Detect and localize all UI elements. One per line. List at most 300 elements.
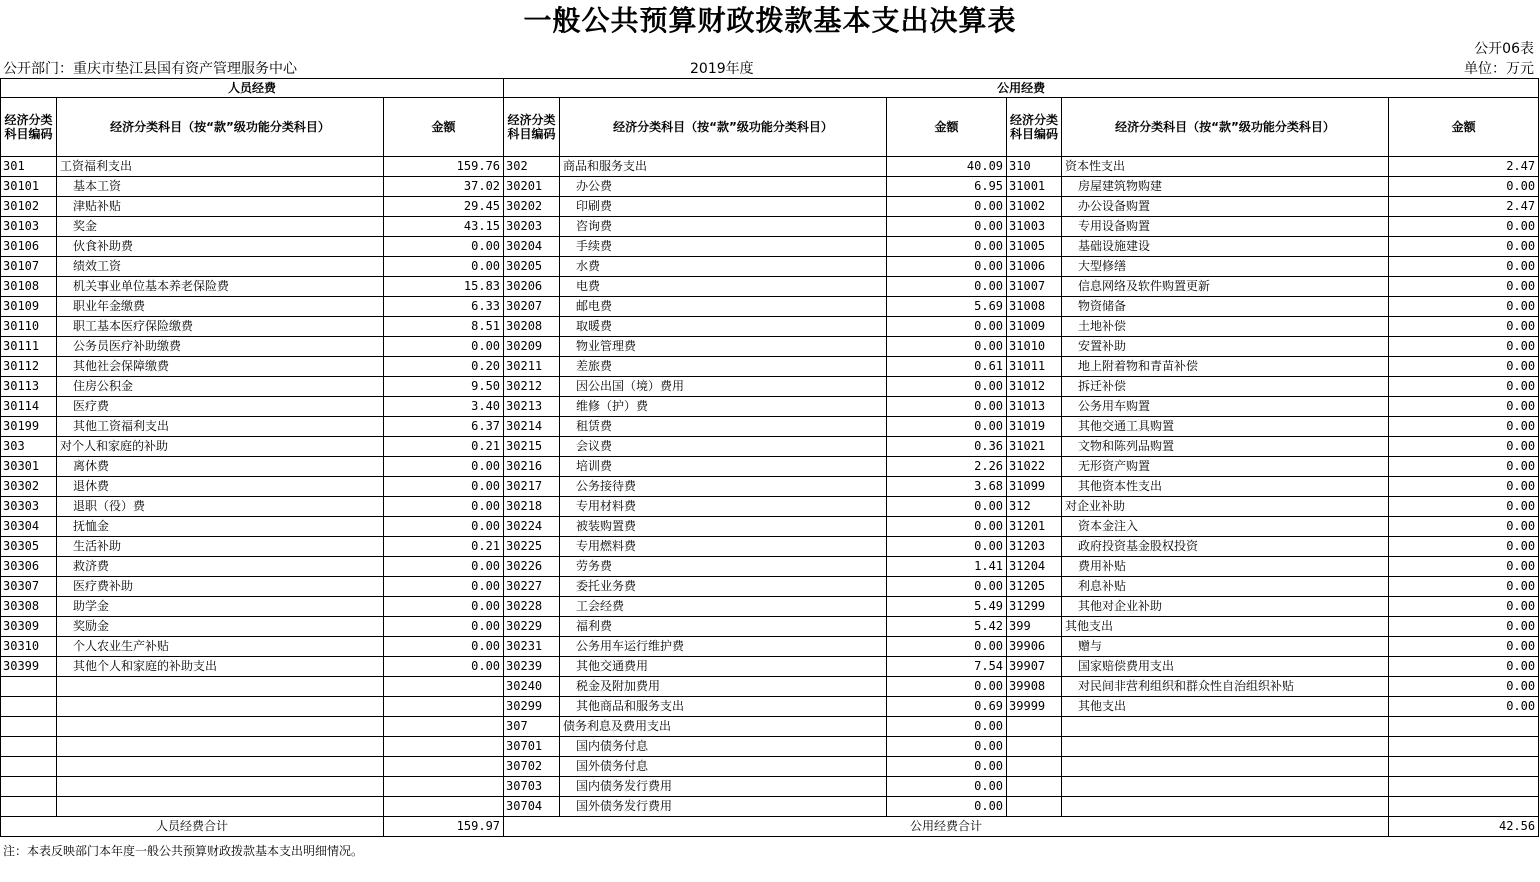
cell-name: 邮电费 bbox=[560, 297, 887, 317]
table-row bbox=[1, 177, 1539, 197]
cell-amount bbox=[384, 777, 504, 797]
cell-name bbox=[57, 777, 384, 797]
cell-name: 基础设施建设 bbox=[1062, 237, 1389, 257]
cell-name: 伙食补助费 bbox=[57, 237, 384, 257]
cell-code: 30204 bbox=[504, 237, 560, 257]
cell-amount: 6.37 bbox=[384, 417, 504, 437]
cell-name: 其他工资福利支出 bbox=[57, 417, 384, 437]
cell-name: 退休费 bbox=[57, 477, 384, 497]
cell-code: 31005 bbox=[1007, 237, 1062, 257]
table-row bbox=[1, 437, 1539, 457]
cell-name: 维修（护）费 bbox=[560, 397, 887, 417]
cell-amount: 0.00 bbox=[384, 557, 504, 577]
cell-name: 离休费 bbox=[57, 457, 384, 477]
table-row bbox=[1, 377, 1539, 397]
cell-amount: 43.15 bbox=[384, 217, 504, 237]
cell-amount bbox=[384, 697, 504, 717]
cell-amount: 0.00 bbox=[1389, 637, 1539, 657]
cell-name: 其他社会保障缴费 bbox=[57, 357, 384, 377]
cell-code: 39999 bbox=[1007, 697, 1062, 717]
cell-amount: 0.69 bbox=[887, 697, 1007, 717]
group-header-public: 公用经费 bbox=[504, 79, 1539, 98]
cell-name: 取暖费 bbox=[560, 317, 887, 337]
cell-amount: 5.42 bbox=[887, 617, 1007, 637]
cell-amount: 0.00 bbox=[887, 737, 1007, 757]
cell-amount: 0.00 bbox=[887, 237, 1007, 257]
cell-name: 费用补贴 bbox=[1062, 557, 1389, 577]
cell-name bbox=[57, 677, 384, 697]
cell-amount: 0.00 bbox=[1389, 377, 1539, 397]
cell-amount: 15.83 bbox=[384, 277, 504, 297]
cell-amount: 2.47 bbox=[1389, 197, 1539, 217]
cell-code: 30211 bbox=[504, 357, 560, 377]
year-label: 2019年度 bbox=[690, 61, 754, 77]
cell-code: 30310 bbox=[1, 637, 57, 657]
cell-code: 30101 bbox=[1, 177, 57, 197]
cell-amount: 0.00 bbox=[887, 717, 1007, 737]
cell-code: 30102 bbox=[1, 197, 57, 217]
cell-name: 退职（役）费 bbox=[57, 497, 384, 517]
cell-amount: 0.00 bbox=[887, 677, 1007, 697]
cell-code bbox=[1, 697, 57, 717]
cell-code: 399 bbox=[1007, 617, 1062, 637]
cell-code: 30213 bbox=[504, 397, 560, 417]
personnel-total-amount: 159.97 bbox=[384, 817, 504, 837]
cell-name: 政府投资基金股权投资 bbox=[1062, 537, 1389, 557]
cell-code: 30701 bbox=[504, 737, 560, 757]
cell-name: 专用燃料费 bbox=[560, 537, 887, 557]
cell-amount: 0.00 bbox=[1389, 317, 1539, 337]
cell-code: 30218 bbox=[504, 497, 560, 517]
cell-code: 39908 bbox=[1007, 677, 1062, 697]
cell-amount: 0.00 bbox=[384, 657, 504, 677]
table-row bbox=[1, 737, 1539, 757]
cell-code: 31012 bbox=[1007, 377, 1062, 397]
cell-amount: 0.00 bbox=[1389, 557, 1539, 577]
cell-amount: 9.50 bbox=[384, 377, 504, 397]
cell-name: 差旅费 bbox=[560, 357, 887, 377]
cell-name: 抚恤金 bbox=[57, 517, 384, 537]
cell-code bbox=[1007, 737, 1062, 757]
cell-amount: 0.20 bbox=[384, 357, 504, 377]
cell-name: 公务接待费 bbox=[560, 477, 887, 497]
cell-name: 对企业补助 bbox=[1062, 497, 1389, 517]
cell-amount: 0.00 bbox=[1389, 577, 1539, 597]
cell-name: 资本金注入 bbox=[1062, 517, 1389, 537]
cell-code: 30113 bbox=[1, 377, 57, 397]
cell-code: 31001 bbox=[1007, 177, 1062, 197]
table-row bbox=[1, 617, 1539, 637]
cell-amount bbox=[1389, 777, 1539, 797]
table-row bbox=[1, 397, 1539, 417]
cell-code: 30228 bbox=[504, 597, 560, 617]
cell-code: 30212 bbox=[504, 377, 560, 397]
table-row bbox=[1, 457, 1539, 477]
cell-name: 房屋建筑物购建 bbox=[1062, 177, 1389, 197]
cell-name: 物业管理费 bbox=[560, 337, 887, 357]
cell-code bbox=[1, 737, 57, 757]
cell-code: 30114 bbox=[1, 397, 57, 417]
cell-amount bbox=[1389, 797, 1539, 817]
cell-code bbox=[1, 717, 57, 737]
cell-code: 30107 bbox=[1, 257, 57, 277]
cell-code: 30110 bbox=[1, 317, 57, 337]
col-header-code: 经济分类科目编码 bbox=[504, 98, 560, 157]
cell-code: 31011 bbox=[1007, 357, 1062, 377]
cell-amount: 0.00 bbox=[1389, 537, 1539, 557]
cell-code bbox=[1, 757, 57, 777]
cell-amount bbox=[1389, 757, 1539, 777]
cell-name: 会议费 bbox=[560, 437, 887, 457]
cell-name bbox=[57, 697, 384, 717]
col-header-amount: 金额 bbox=[1389, 98, 1539, 157]
cell-code: 30111 bbox=[1, 337, 57, 357]
cell-code: 30202 bbox=[504, 197, 560, 217]
table-row bbox=[1, 477, 1539, 497]
cell-amount: 0.00 bbox=[887, 417, 1007, 437]
cell-name: 手续费 bbox=[560, 237, 887, 257]
cell-amount bbox=[384, 717, 504, 737]
cell-amount: 0.00 bbox=[1389, 497, 1539, 517]
cell-code: 30309 bbox=[1, 617, 57, 637]
cell-code: 310 bbox=[1007, 157, 1062, 177]
cell-name: 其他交通工具购置 bbox=[1062, 417, 1389, 437]
cell-code: 31205 bbox=[1007, 577, 1062, 597]
cell-name: 其他交通费用 bbox=[560, 657, 887, 677]
cell-code: 30201 bbox=[504, 177, 560, 197]
cell-amount: 0.00 bbox=[887, 257, 1007, 277]
cell-amount: 7.54 bbox=[887, 657, 1007, 677]
table-row bbox=[1, 337, 1539, 357]
cell-amount: 0.00 bbox=[384, 617, 504, 637]
cell-name: 咨询费 bbox=[560, 217, 887, 237]
cell-amount bbox=[384, 757, 504, 777]
expenditure-table bbox=[0, 78, 1539, 837]
cell-code: 30303 bbox=[1, 497, 57, 517]
cell-code: 30216 bbox=[504, 457, 560, 477]
cell-name: 地上附着物和青苗补偿 bbox=[1062, 357, 1389, 377]
cell-name: 无形资产购置 bbox=[1062, 457, 1389, 477]
cell-code bbox=[1007, 717, 1062, 737]
cell-code: 30217 bbox=[504, 477, 560, 497]
cell-code: 30207 bbox=[504, 297, 560, 317]
cell-name: 水费 bbox=[560, 257, 887, 277]
cell-name: 住房公积金 bbox=[57, 377, 384, 397]
cell-name: 津贴补贴 bbox=[57, 197, 384, 217]
cell-code bbox=[1, 677, 57, 697]
cell-code: 30306 bbox=[1, 557, 57, 577]
cell-amount: 0.00 bbox=[887, 517, 1007, 537]
cell-name bbox=[57, 717, 384, 737]
cell-code: 302 bbox=[504, 157, 560, 177]
cell-name: 信息网络及软件购置更新 bbox=[1062, 277, 1389, 297]
table-row bbox=[1, 297, 1539, 317]
cell-name: 土地补偿 bbox=[1062, 317, 1389, 337]
cell-amount: 0.00 bbox=[887, 337, 1007, 357]
department-label: 公开部门：重庆市垫江县国有资产管理服务中心 bbox=[3, 61, 297, 77]
cell-name: 福利费 bbox=[560, 617, 887, 637]
cell-code: 31021 bbox=[1007, 437, 1062, 457]
cell-name bbox=[57, 737, 384, 757]
cell-amount: 0.21 bbox=[384, 437, 504, 457]
cell-code: 30301 bbox=[1, 457, 57, 477]
cell-name: 印刷费 bbox=[560, 197, 887, 217]
cell-name: 租赁费 bbox=[560, 417, 887, 437]
cell-amount: 0.00 bbox=[1389, 697, 1539, 717]
cell-code: 30215 bbox=[504, 437, 560, 457]
cell-name: 机关事业单位基本养老保险费 bbox=[57, 277, 384, 297]
cell-code: 30305 bbox=[1, 537, 57, 557]
cell-amount: 0.00 bbox=[887, 317, 1007, 337]
table-row bbox=[1, 757, 1539, 777]
cell-amount: 0.00 bbox=[1389, 177, 1539, 197]
cell-amount: 0.00 bbox=[1389, 237, 1539, 257]
cell-code: 30112 bbox=[1, 357, 57, 377]
cell-amount: 0.00 bbox=[887, 497, 1007, 517]
cell-amount: 0.00 bbox=[887, 277, 1007, 297]
cell-name: 助学金 bbox=[57, 597, 384, 617]
cell-code: 30224 bbox=[504, 517, 560, 537]
cell-code: 31008 bbox=[1007, 297, 1062, 317]
cell-amount: 0.00 bbox=[1389, 657, 1539, 677]
table-row bbox=[1, 517, 1539, 537]
table-row bbox=[1, 637, 1539, 657]
cell-name: 公务员医疗补助缴费 bbox=[57, 337, 384, 357]
cell-amount: 0.00 bbox=[1389, 437, 1539, 457]
cell-amount: 0.00 bbox=[1389, 257, 1539, 277]
cell-amount: 0.00 bbox=[887, 397, 1007, 417]
col-header-name: 经济分类科目（按“款”级功能分类科目） bbox=[1062, 98, 1389, 157]
cell-code: 30307 bbox=[1, 577, 57, 597]
cell-amount: 0.00 bbox=[887, 577, 1007, 597]
col-header-name: 经济分类科目（按“款”级功能分类科目） bbox=[57, 98, 384, 157]
cell-amount: 0.00 bbox=[887, 797, 1007, 817]
page-title: 一般公共预算财政拨款基本支出决算表 bbox=[523, 4, 1017, 37]
cell-name: 培训费 bbox=[560, 457, 887, 477]
cell-amount: 0.00 bbox=[1389, 277, 1539, 297]
cell-name: 医疗费补助 bbox=[57, 577, 384, 597]
cell-code: 30108 bbox=[1, 277, 57, 297]
cell-code: 31201 bbox=[1007, 517, 1062, 537]
cell-amount: 0.00 bbox=[1389, 297, 1539, 317]
table-row bbox=[1, 677, 1539, 697]
table-row bbox=[1, 697, 1539, 717]
cell-name: 赠与 bbox=[1062, 637, 1389, 657]
cell-name: 个人农业生产补贴 bbox=[57, 637, 384, 657]
cell-code: 30240 bbox=[504, 677, 560, 697]
cell-name bbox=[1062, 797, 1389, 817]
cell-name: 国外债务付息 bbox=[560, 757, 887, 777]
cell-amount: 6.95 bbox=[887, 177, 1007, 197]
cell-code: 31006 bbox=[1007, 257, 1062, 277]
cell-code: 31009 bbox=[1007, 317, 1062, 337]
cell-name bbox=[57, 757, 384, 777]
cell-amount: 5.49 bbox=[887, 597, 1007, 617]
col-header-code: 经济分类科目编码 bbox=[1007, 98, 1062, 157]
table-row bbox=[1, 597, 1539, 617]
cell-name: 医疗费 bbox=[57, 397, 384, 417]
cell-amount: 29.45 bbox=[384, 197, 504, 217]
cell-name: 公务用车购置 bbox=[1062, 397, 1389, 417]
cell-code: 30103 bbox=[1, 217, 57, 237]
form-number: 公开06表 bbox=[1474, 41, 1534, 57]
cell-amount: 3.40 bbox=[384, 397, 504, 417]
table-row bbox=[1, 497, 1539, 517]
cell-amount: 3.68 bbox=[887, 477, 1007, 497]
cell-amount bbox=[384, 737, 504, 757]
cell-code: 30209 bbox=[504, 337, 560, 357]
cell-amount bbox=[384, 677, 504, 697]
cell-name: 债务利息及费用支出 bbox=[560, 717, 887, 737]
cell-amount: 0.00 bbox=[887, 637, 1007, 657]
cell-amount: 8.51 bbox=[384, 317, 504, 337]
cell-code: 30106 bbox=[1, 237, 57, 257]
table-row bbox=[1, 217, 1539, 237]
cell-name: 基本工资 bbox=[57, 177, 384, 197]
cell-name: 办公设备购置 bbox=[1062, 197, 1389, 217]
table-row bbox=[1, 277, 1539, 297]
cell-code: 307 bbox=[504, 717, 560, 737]
table-row bbox=[1, 777, 1539, 797]
table-row bbox=[1, 257, 1539, 277]
cell-name: 委托业务费 bbox=[560, 577, 887, 597]
cell-code bbox=[1007, 757, 1062, 777]
cell-name: 其他资本性支出 bbox=[1062, 477, 1389, 497]
col-header-name: 经济分类科目（按“款”级功能分类科目） bbox=[560, 98, 887, 157]
cell-code: 31019 bbox=[1007, 417, 1062, 437]
public-total-label: 公用经费合计 bbox=[504, 817, 1389, 837]
table-row bbox=[1, 537, 1539, 557]
table-row bbox=[1, 557, 1539, 577]
cell-amount: 0.00 bbox=[384, 637, 504, 657]
cell-amount: 0.00 bbox=[1389, 477, 1539, 497]
cell-code: 30227 bbox=[504, 577, 560, 597]
cell-name: 办公费 bbox=[560, 177, 887, 197]
cell-amount: 0.00 bbox=[1389, 337, 1539, 357]
cell-code bbox=[1, 797, 57, 817]
cell-name: 公务用车运行维护费 bbox=[560, 637, 887, 657]
cell-name: 国内债务发行费用 bbox=[560, 777, 887, 797]
cell-name bbox=[1062, 737, 1389, 757]
cell-amount: 1.41 bbox=[887, 557, 1007, 577]
cell-code: 31010 bbox=[1007, 337, 1062, 357]
cell-code: 31299 bbox=[1007, 597, 1062, 617]
table-row bbox=[1, 197, 1539, 217]
cell-name: 对个人和家庭的补助 bbox=[57, 437, 384, 457]
cell-amount bbox=[384, 797, 504, 817]
cell-amount: 0.00 bbox=[384, 517, 504, 537]
cell-name: 奖励金 bbox=[57, 617, 384, 637]
cell-amount: 0.00 bbox=[887, 197, 1007, 217]
cell-name: 职工基本医疗保险缴费 bbox=[57, 317, 384, 337]
cell-amount: 0.00 bbox=[1389, 517, 1539, 537]
cell-code: 39906 bbox=[1007, 637, 1062, 657]
col-header-code: 经济分类科目编码 bbox=[1, 98, 57, 157]
cell-code: 30704 bbox=[504, 797, 560, 817]
cell-amount: 0.00 bbox=[887, 217, 1007, 237]
cell-name: 奖金 bbox=[57, 217, 384, 237]
cell-code: 30308 bbox=[1, 597, 57, 617]
cell-name: 对民间非营利组织和群众性自治组织补贴 bbox=[1062, 677, 1389, 697]
cell-code: 30299 bbox=[504, 697, 560, 717]
cell-name: 利息补贴 bbox=[1062, 577, 1389, 597]
table-row bbox=[1, 797, 1539, 817]
cell-name: 其他支出 bbox=[1062, 697, 1389, 717]
group-header-personnel: 人员经费 bbox=[1, 79, 504, 98]
cell-code: 31203 bbox=[1007, 537, 1062, 557]
cell-amount: 0.00 bbox=[887, 377, 1007, 397]
cell-name: 工资福利支出 bbox=[57, 157, 384, 177]
cell-code: 30208 bbox=[504, 317, 560, 337]
cell-amount: 37.02 bbox=[384, 177, 504, 197]
cell-name: 国家赔偿费用支出 bbox=[1062, 657, 1389, 677]
cell-code bbox=[1007, 797, 1062, 817]
cell-amount bbox=[1389, 717, 1539, 737]
cell-code: 30304 bbox=[1, 517, 57, 537]
cell-amount: 0.00 bbox=[1389, 417, 1539, 437]
cell-amount: 0.00 bbox=[384, 257, 504, 277]
cell-name: 其他个人和家庭的补助支出 bbox=[57, 657, 384, 677]
cell-amount: 0.00 bbox=[384, 477, 504, 497]
cell-name: 文物和陈列品购置 bbox=[1062, 437, 1389, 457]
cell-code: 30109 bbox=[1, 297, 57, 317]
cell-amount: 0.21 bbox=[384, 537, 504, 557]
unit-label: 单位：万元 bbox=[1464, 61, 1534, 77]
cell-amount: 0.00 bbox=[384, 577, 504, 597]
cell-name: 其他商品和服务支出 bbox=[560, 697, 887, 717]
cell-code: 31007 bbox=[1007, 277, 1062, 297]
cell-name: 资本性支出 bbox=[1062, 157, 1389, 177]
cell-amount: 0.00 bbox=[384, 337, 504, 357]
cell-name: 专用设备购置 bbox=[1062, 217, 1389, 237]
cell-name: 其他支出 bbox=[1062, 617, 1389, 637]
table-row bbox=[1, 237, 1539, 257]
cell-amount: 2.47 bbox=[1389, 157, 1539, 177]
cell-code: 30231 bbox=[504, 637, 560, 657]
cell-name: 被装购置费 bbox=[560, 517, 887, 537]
cell-name: 劳务费 bbox=[560, 557, 887, 577]
cell-amount: 0.61 bbox=[887, 357, 1007, 377]
cell-amount: 0.00 bbox=[1389, 457, 1539, 477]
cell-code: 303 bbox=[1, 437, 57, 457]
public-total-amount: 42.56 bbox=[1389, 817, 1539, 837]
cell-name: 因公出国（境）费用 bbox=[560, 377, 887, 397]
cell-code: 30702 bbox=[504, 757, 560, 777]
cell-amount: 0.00 bbox=[384, 597, 504, 617]
cell-name: 大型修缮 bbox=[1062, 257, 1389, 277]
cell-code: 31002 bbox=[1007, 197, 1062, 217]
cell-name: 税金及附加费用 bbox=[560, 677, 887, 697]
cell-amount: 40.09 bbox=[887, 157, 1007, 177]
cell-code: 312 bbox=[1007, 497, 1062, 517]
cell-amount: 0.00 bbox=[887, 537, 1007, 557]
table-row bbox=[1, 317, 1539, 337]
cell-name: 其他对企业补助 bbox=[1062, 597, 1389, 617]
cell-code: 30199 bbox=[1, 417, 57, 437]
cell-code: 31204 bbox=[1007, 557, 1062, 577]
cell-code: 31013 bbox=[1007, 397, 1062, 417]
table-row bbox=[1, 717, 1539, 737]
cell-name: 救济费 bbox=[57, 557, 384, 577]
cell-code: 30226 bbox=[504, 557, 560, 577]
cell-code: 30703 bbox=[504, 777, 560, 797]
cell-code bbox=[1007, 777, 1062, 797]
cell-name: 安置补助 bbox=[1062, 337, 1389, 357]
cell-code: 30399 bbox=[1, 657, 57, 677]
cell-name: 电费 bbox=[560, 277, 887, 297]
cell-code: 31003 bbox=[1007, 217, 1062, 237]
cell-code: 39907 bbox=[1007, 657, 1062, 677]
